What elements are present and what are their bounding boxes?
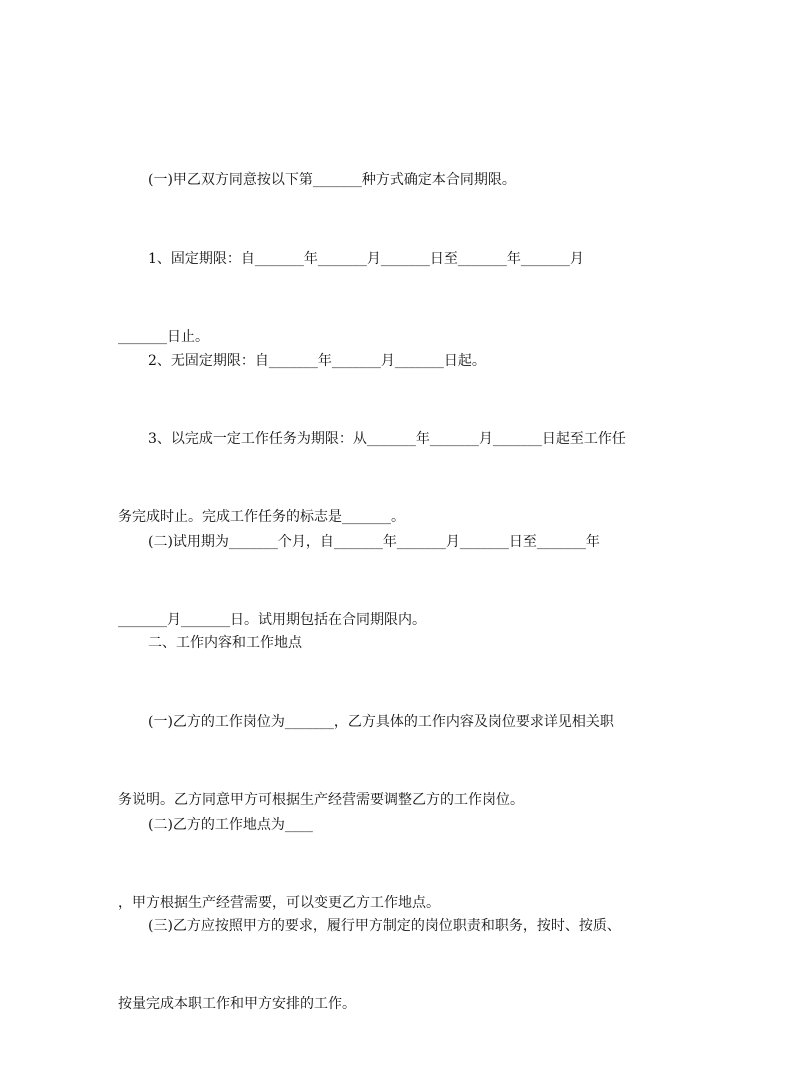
text-line: 按量完成本职工作和甲方安排的工作。 — [118, 996, 356, 1012]
text-line: _______月_______日。试用期包括在合同期限内。 — [118, 612, 426, 628]
heading-text: 二、工作内容和工作地点 — [148, 635, 302, 651]
text-line: _______日止。 — [118, 329, 209, 345]
text-line: 务说明。乙方同意甲方可根据生产经营需要调整乙方的工作岗位。 — [118, 792, 524, 808]
text-line: (二)乙方的工作地点为____ — [148, 817, 313, 833]
text-line: 2、无固定期限：自_______年_______月_______日起。 — [148, 353, 486, 369]
text-line: (一)甲乙双方同意按以下第_______种方式确定本合同期限。 — [148, 172, 516, 188]
text-line: (一)乙方的工作岗位为_______，乙方具体的工作内容及岗位要求详见相关职 — [148, 714, 614, 730]
text-line: ，甲方根据生产经营需要，可以变更乙方工作地点。 — [118, 895, 440, 911]
text-line: 3、以完成一定工作任务为期限：从_______年_______月_______日起至工作任 — [148, 431, 626, 447]
paragraph-work-duties — [118, 861, 684, 1069]
text-line: 务完成时止。完成工作任务的标志是_______。 — [118, 509, 405, 525]
text-line: (三)乙方应按照甲方的要求，履行甲方制定的岗位职责和职务，按时、按质、 — [148, 918, 621, 934]
text-line: 1、固定期限：自_______年_______月_______日至_______年_______月 — [148, 251, 584, 267]
text-line: (二)试用期为_______个月，自_______年_______月_______日至_______年 — [148, 534, 600, 550]
